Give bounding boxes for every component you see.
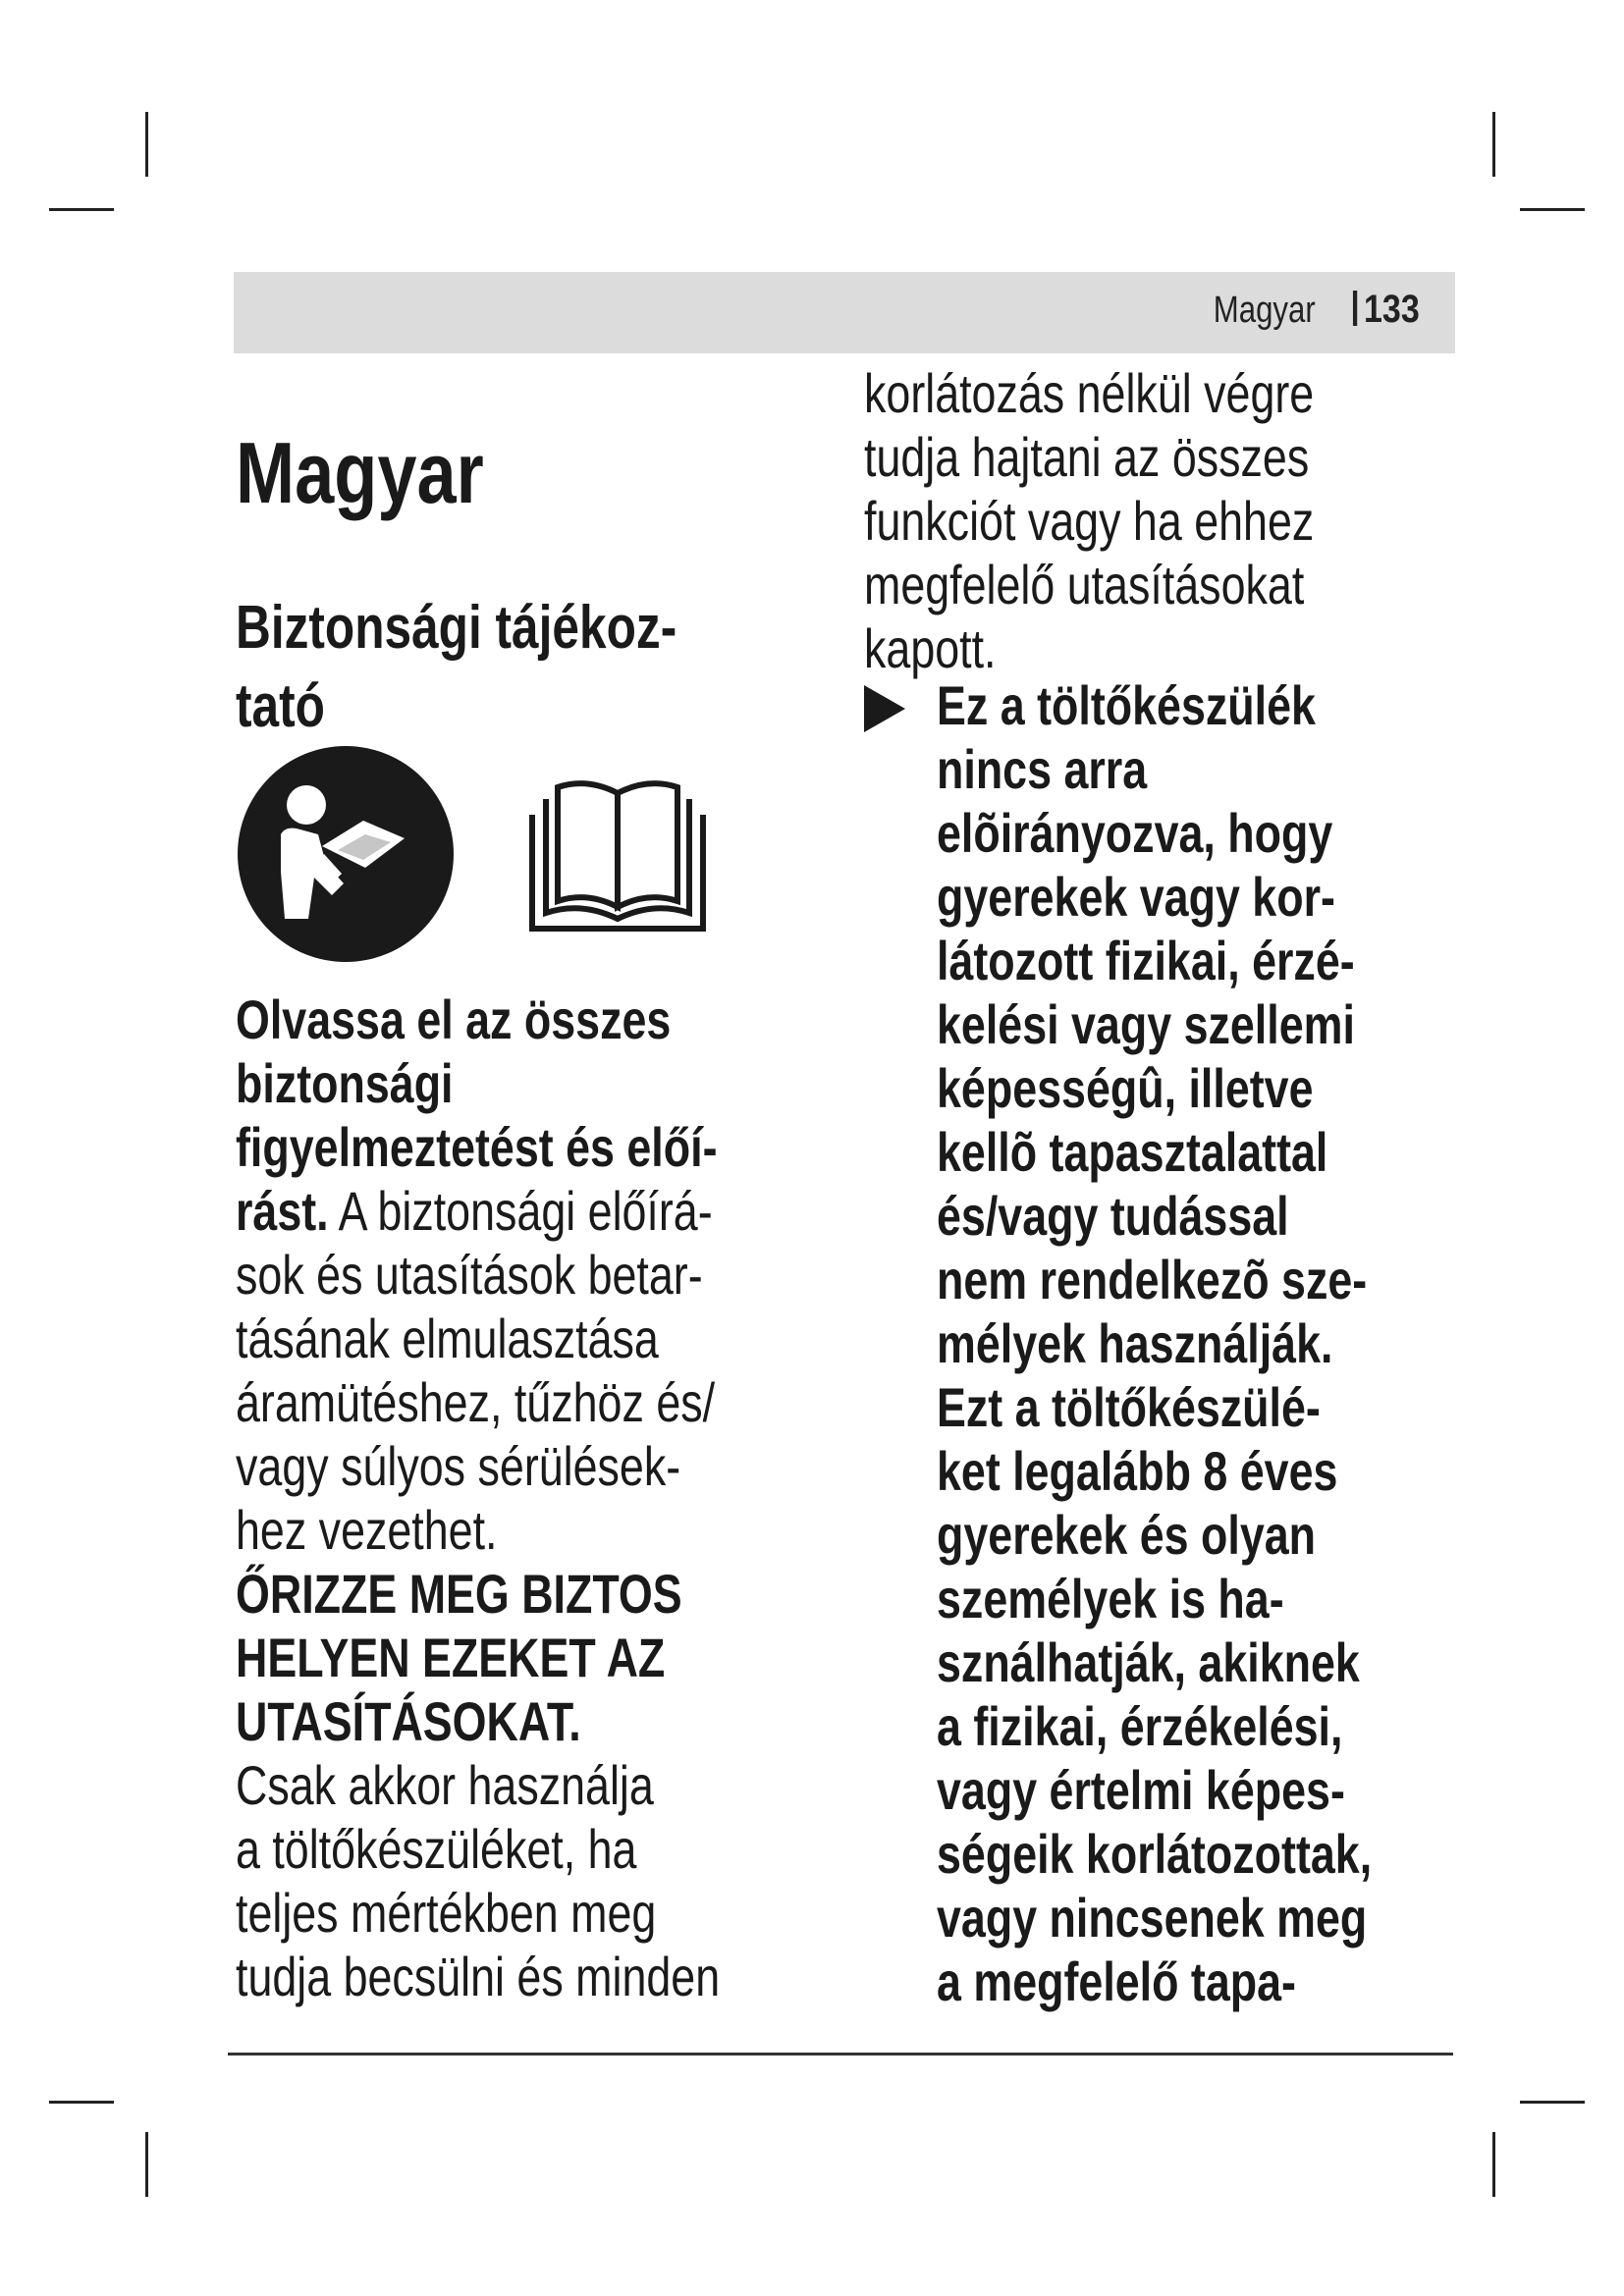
text-fragment-bold: rást. [236, 1180, 329, 1242]
text-line: figyelmeztetést és előí- [236, 1116, 718, 1178]
text-line: sználhatják, akiknek [937, 1631, 1360, 1693]
text-line: Csak akkor használja [236, 1754, 654, 1816]
text-line: a megfelelő tapa- [937, 1950, 1296, 2012]
text-line: személyek is ha- [937, 1568, 1284, 1629]
page-number: 133 [1353, 288, 1420, 332]
section-heading-line: Biztonsági tájékoz- [236, 594, 677, 662]
text-line: tásának elmulasztása [236, 1308, 659, 1369]
text-line: ségeik korlátozottak, [937, 1823, 1373, 1885]
text-line: kelési vagy szellemi [937, 993, 1355, 1055]
safety-intro-paragraph [236, 988, 840, 2008]
text-line: Ezt a töltőkészülé- [937, 1376, 1321, 1438]
text-line: UTASÍTÁSOKAT. [236, 1690, 581, 1752]
text-fragment: A biztonsági előírá- [328, 1180, 713, 1242]
text-line: megfelelő utasításokat [864, 554, 1305, 615]
text-line: látozott fizikai, érzé- [937, 930, 1355, 991]
crop-mark [1492, 112, 1495, 177]
section-heading [236, 589, 787, 746]
text-line: tudja hajtani az összes [864, 426, 1310, 488]
text-line: gyerekek és olyan [937, 1504, 1317, 1566]
text-line: mélyek használják. [937, 1312, 1333, 1374]
crop-mark [145, 112, 148, 177]
continued-paragraph [864, 361, 1427, 680]
footer-divider [228, 2053, 1453, 2056]
text-line: teljes mértékben meg [236, 1882, 657, 1944]
text-line: HELYEN EZEKET AZ [236, 1627, 666, 1688]
crop-mark [1520, 2101, 1585, 2104]
text-line: korlátozás nélkül végre [864, 362, 1315, 424]
text-line: és/vagy tudással [937, 1185, 1289, 1247]
text-line [236, 1179, 720, 1243]
crop-mark [49, 208, 114, 211]
text-line: áramütéshez, tűzhöz és/ [236, 1371, 716, 1433]
text-line: képességû, illetve [937, 1057, 1314, 1119]
crop-mark [1492, 2132, 1495, 2197]
text-line: Ez a töltőkészülék [937, 674, 1316, 736]
bullet-arrow-icon [864, 685, 905, 732]
text-line: sok és utasítások betar- [236, 1244, 703, 1306]
text-line: a fizikai, érzékelési, [937, 1695, 1343, 1757]
text-line: vagy súlyos sérülések- [236, 1435, 681, 1497]
text-line: kapott. [864, 617, 997, 679]
text-line: Olvassa el az összes [236, 988, 672, 1050]
read-manual-person-icon [236, 744, 456, 964]
text-line: nincs arra [937, 738, 1148, 800]
text-line: vagy értelmi képes- [937, 1759, 1345, 1821]
text-line: biztonsági [236, 1052, 454, 1114]
text-line: nem rendelkezõ sze- [937, 1249, 1368, 1310]
bullet-text [937, 673, 1481, 2013]
crop-mark [145, 2132, 148, 2197]
text-line: kellõ tapasztalattal [937, 1121, 1328, 1183]
crop-mark [1520, 208, 1585, 211]
header-language: Magyar [1214, 290, 1316, 331]
text-line: ŐRIZZE MEG BIZTOS [236, 1563, 682, 1625]
text-line: vagy nincsenek meg [937, 1887, 1368, 1949]
text-line: funkciót vagy ha ehhez [864, 490, 1315, 552]
open-book-icon [528, 775, 707, 933]
page-title: Magyar [236, 424, 484, 521]
crop-mark [49, 2101, 114, 2104]
text-line: hez vezethet. [236, 1499, 498, 1561]
section-heading-line: tató [236, 672, 325, 740]
page-header [234, 272, 1455, 353]
text-line: elõirányozva, hogy [937, 802, 1333, 864]
text-line: tudja becsülni és minden [236, 1946, 721, 2007]
text-line: ket legalább 8 éves [937, 1440, 1338, 1502]
text-line: gyerekek vagy kor- [937, 866, 1335, 928]
text-line: a töltőkészüléket, ha [236, 1818, 637, 1880]
